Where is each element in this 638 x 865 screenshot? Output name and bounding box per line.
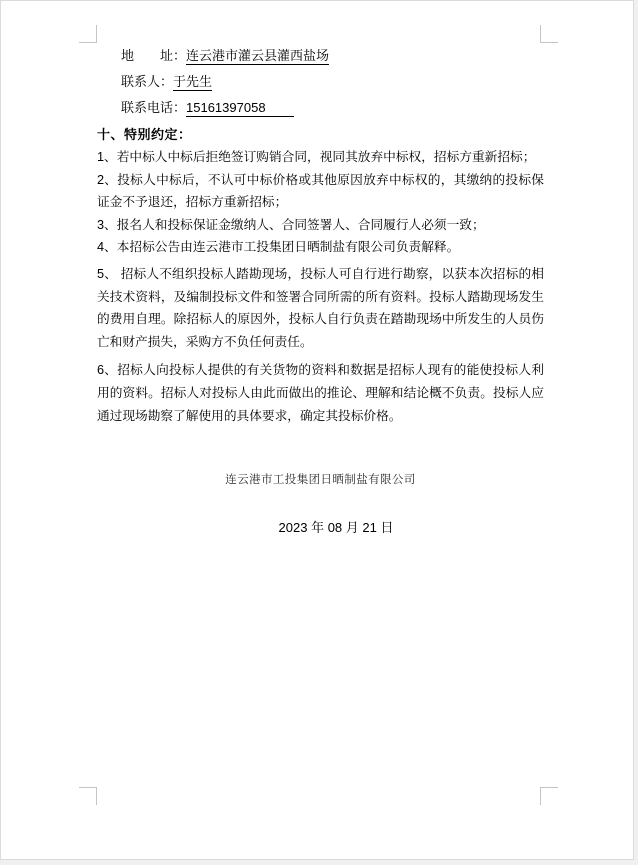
contact-person-line — [121, 69, 544, 95]
provision-item-5: 5、 招标人不组织投标人踏勘现场，投标人可自行进行勘察，以获本次招标的相关技术资料，及编制投标文件和签署合同所需的所有资料。投标人踏勘现场发生的费用自理。除招标人的原因外，投标人自行负责在踏勘现场中所发生的人员伤亡和财产损失，采购方不负任何责任。 — [97, 266, 544, 349]
address-label: 地 址： — [121, 48, 187, 63]
provision-item-2: 2、投标人中标后，不认可中标价格或其他原因放弃中标权的，其缴纳的投标保证金不予退还，招标方重新招标； — [97, 172, 544, 210]
document-content — [97, 43, 544, 539]
text-boundary-mark-bottom-left — [79, 787, 97, 805]
text-boundary-mark-top-left — [79, 25, 97, 43]
address-line — [121, 43, 544, 69]
company-name: 连云港市工投集团日晒制盐有限公司 — [225, 474, 416, 487]
contact-person-label: 联系人： — [121, 74, 174, 89]
text-boundary-mark-top-right — [540, 25, 558, 43]
provision-item-6: 6、招标人向投标人提供的有关货物的资料和数据是招标人现有的能使投标人利用的资料。招标人对投标人由此而做出的推论、理解和结论概不负责。投标人应通过现场勘察了解使用的具体要求，确定其投标价格。 — [97, 363, 544, 423]
provision-item-1: 1、若中标人中标后拒绝签订购销合同，视同其放弃中标权，招标方重新招标； — [97, 150, 536, 164]
phone-value: 15161397058 — [186, 100, 294, 117]
special-provisions-heading: 十、特别约定： — [97, 127, 192, 142]
address-value: 连云港市灌云县灌西盐场 — [186, 48, 330, 63]
provision-item-3: 3、报名人和投标保证金缴纳人、合同签署人、合同履行人必须一致； — [97, 217, 485, 232]
text-boundary-mark-bottom-right — [540, 787, 558, 805]
document-date: 2023 年 08 月 21 日 — [278, 520, 394, 536]
phone-label: 联系电话： — [121, 100, 187, 115]
contact-person-value: 于先生 — [173, 74, 213, 89]
phone-line — [121, 95, 544, 121]
contact-block — [121, 43, 544, 121]
provision-item-4: 4、本招标公告由连云港市工投集团日晒制盐有限公司负责解释。 — [97, 240, 460, 255]
